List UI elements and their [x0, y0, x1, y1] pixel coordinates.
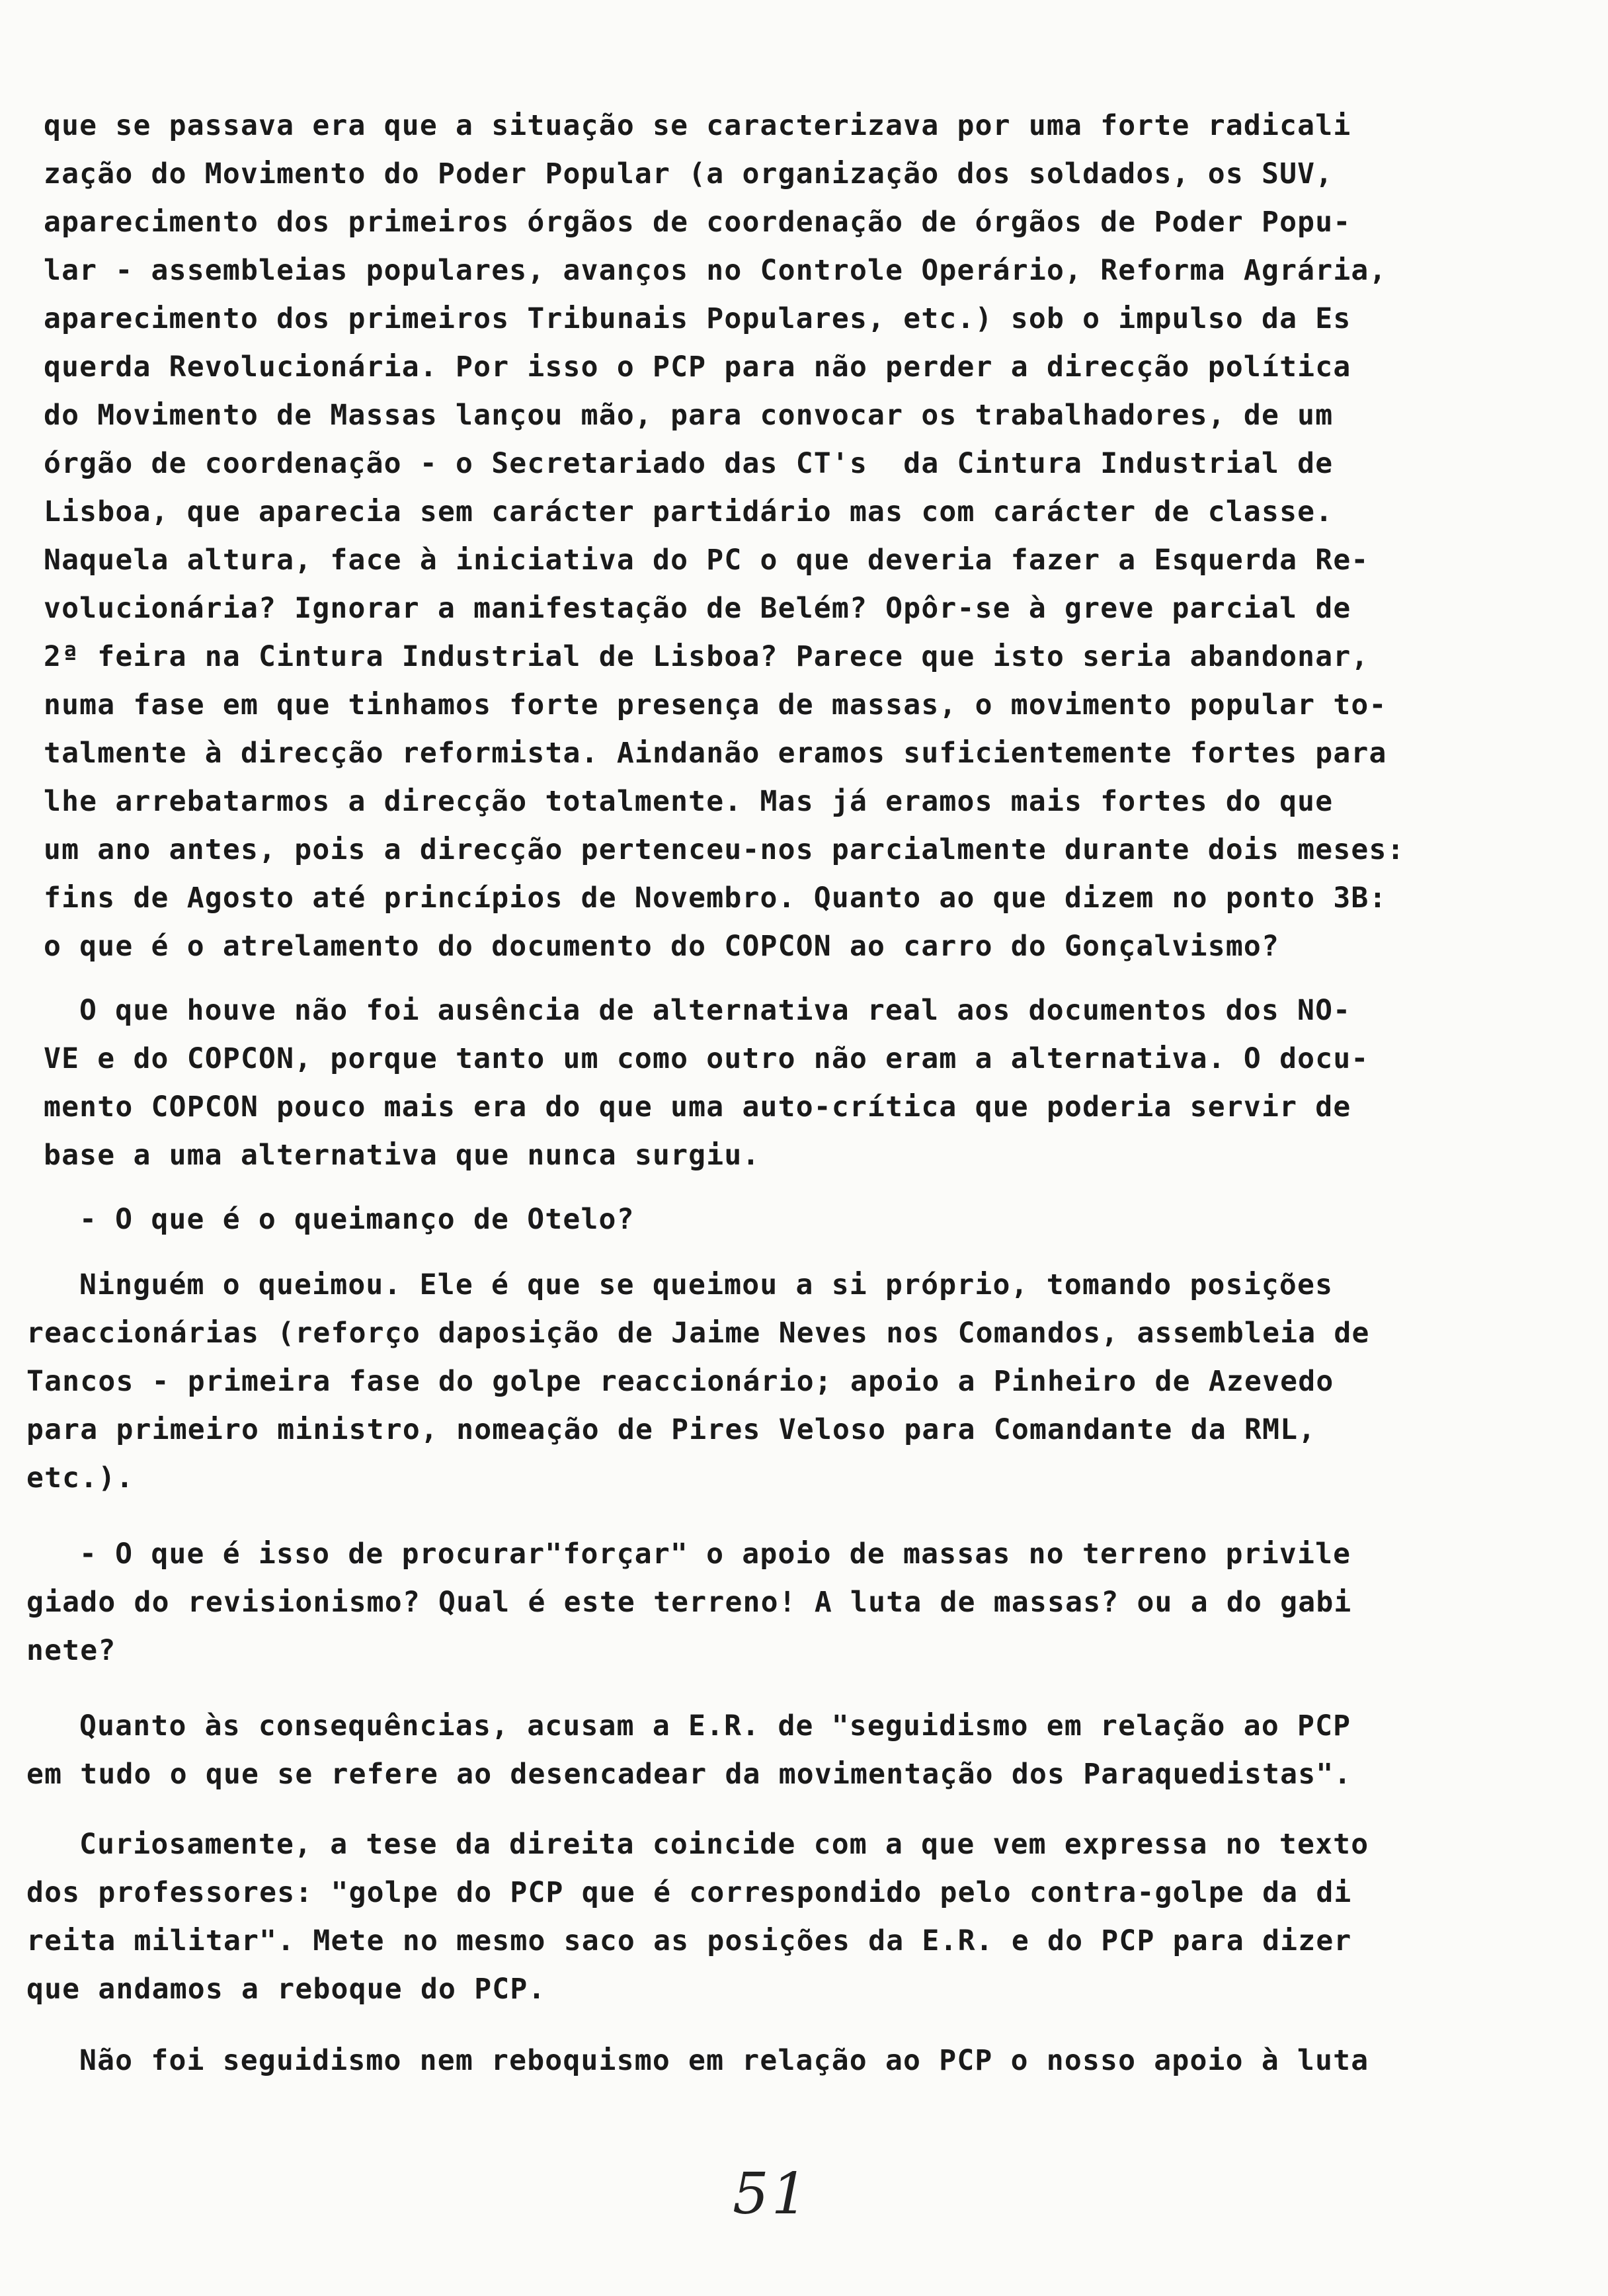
- text-line: órgão de coordenação - o Secretariado das CT's da Cintura Industrial de: [44, 447, 1334, 480]
- text-line: VE e do COPCON, porque tanto um como outro não eram a alternativa. O docu-: [44, 1042, 1369, 1075]
- text-line: Não foi seguidismo nem reboquismo em relação ao PCP o nosso apoio à luta: [79, 2044, 1369, 2077]
- page-number: 51: [733, 2161, 811, 2227]
- text-line: - O que é o queimanço de Otelo?: [79, 1203, 635, 1236]
- text-line: aparecimento dos primeiros órgãos de coordenação de órgãos de Poder Popu-: [44, 206, 1351, 239]
- text-line: 2ª feira na Cintura Industrial de Lisboa? Parece que isto seria abandonar,: [44, 640, 1369, 673]
- text-line: Naquela altura, face à iniciativa do PC o que deveria fazer a Esquerda Re-: [44, 544, 1369, 577]
- text-line: volucionária? Ignorar a manifestação de Belém? Opôr-se à greve parcial de: [44, 592, 1351, 625]
- text-line: talmente à direcção reformista. Aindanão eramos suficientemente fortes para: [44, 737, 1387, 770]
- text-line: o que é o atrelamento do documento do COPCON ao carro do Gonçalvismo?: [44, 930, 1280, 963]
- text-line: Quanto às consequências, acusam a E.R. de "seguidismo em relação ao PCP: [79, 1709, 1351, 1742]
- text-line: um ano antes, pois a direcção pertenceu-nos parcialmente durante dois meses:: [44, 833, 1405, 866]
- text-line: nete?: [26, 1634, 116, 1667]
- text-line: zação do Movimento do Poder Popular (a organização dos soldados, os SUV,: [44, 157, 1334, 190]
- text-line: Curiosamente, a tese da direita coincide com a que vem expressa no texto: [79, 1828, 1369, 1861]
- text-line: base a uma alternativa que nunca surgiu.: [44, 1139, 760, 1172]
- text-line: que andamos a reboque do PCP.: [26, 1973, 546, 2006]
- text-line: lhe arrebatarmos a direcção totalmente. Mas já eramos mais fortes do que: [44, 785, 1334, 818]
- text-line: do Movimento de Massas lançou mão, para convocar os trabalhadores, de um: [44, 399, 1334, 432]
- text-line: aparecimento dos primeiros Tribunais Populares, etc.) sob o impulso da Es: [44, 302, 1351, 335]
- text-line: dos professores: "golpe do PCP que é correspondido pelo contra-golpe da di: [26, 1876, 1352, 1909]
- text-line: reaccionárias (reforço daposição de Jaime Neves nos Comandos, assembleia de: [26, 1317, 1370, 1350]
- text-line: Lisboa, que aparecia sem carácter partidário mas com carácter de classe.: [44, 495, 1334, 528]
- text-line: lar - assembleias populares, avanços no Controle Operário, Reforma Agrária,: [44, 254, 1387, 287]
- text-line: fins de Agosto até princípios de Novembro. Quanto ao que dizem no ponto 3B:: [44, 882, 1387, 915]
- text-line: em tudo o que se refere ao desencadear da movimentação dos Paraquedistas".: [26, 1758, 1352, 1791]
- text-line: Ninguém o queimou. Ele é que se queimou a si próprio, tomando posições: [79, 1268, 1334, 1301]
- text-line: querda Revolucionária. Por isso o PCP para não perder a direcção política: [44, 350, 1351, 384]
- text-line: que se passava era que a situação se caracterizava por uma forte radicali: [44, 109, 1351, 142]
- text-line: Tancos - primeira fase do golpe reaccionário; apoio a Pinheiro de Azevedo: [26, 1365, 1334, 1398]
- text-line: giado do revisionismo? Qual é este terreno! A luta de massas? ou a do gabi: [26, 1586, 1352, 1619]
- text-line: etc.).: [26, 1461, 134, 1495]
- text-line: - O que é isso de procurar"forçar" o apoio de massas no terreno privile: [79, 1538, 1351, 1571]
- text-line: mento COPCON pouco mais era do que uma auto-crítica que poderia servir de: [44, 1090, 1351, 1124]
- text-line: numa fase em que tinhamos forte presença de massas, o movimento popular to-: [44, 688, 1387, 721]
- text-line: reita militar". Mete no mesmo saco as posições da E.R. e do PCP para dizer: [26, 1924, 1352, 1957]
- text-line: para primeiro ministro, nomeação de Pires Veloso para Comandante da RML,: [26, 1413, 1316, 1446]
- text-line: O que houve não foi ausência de alternativa real aos documentos dos NO-: [79, 994, 1351, 1027]
